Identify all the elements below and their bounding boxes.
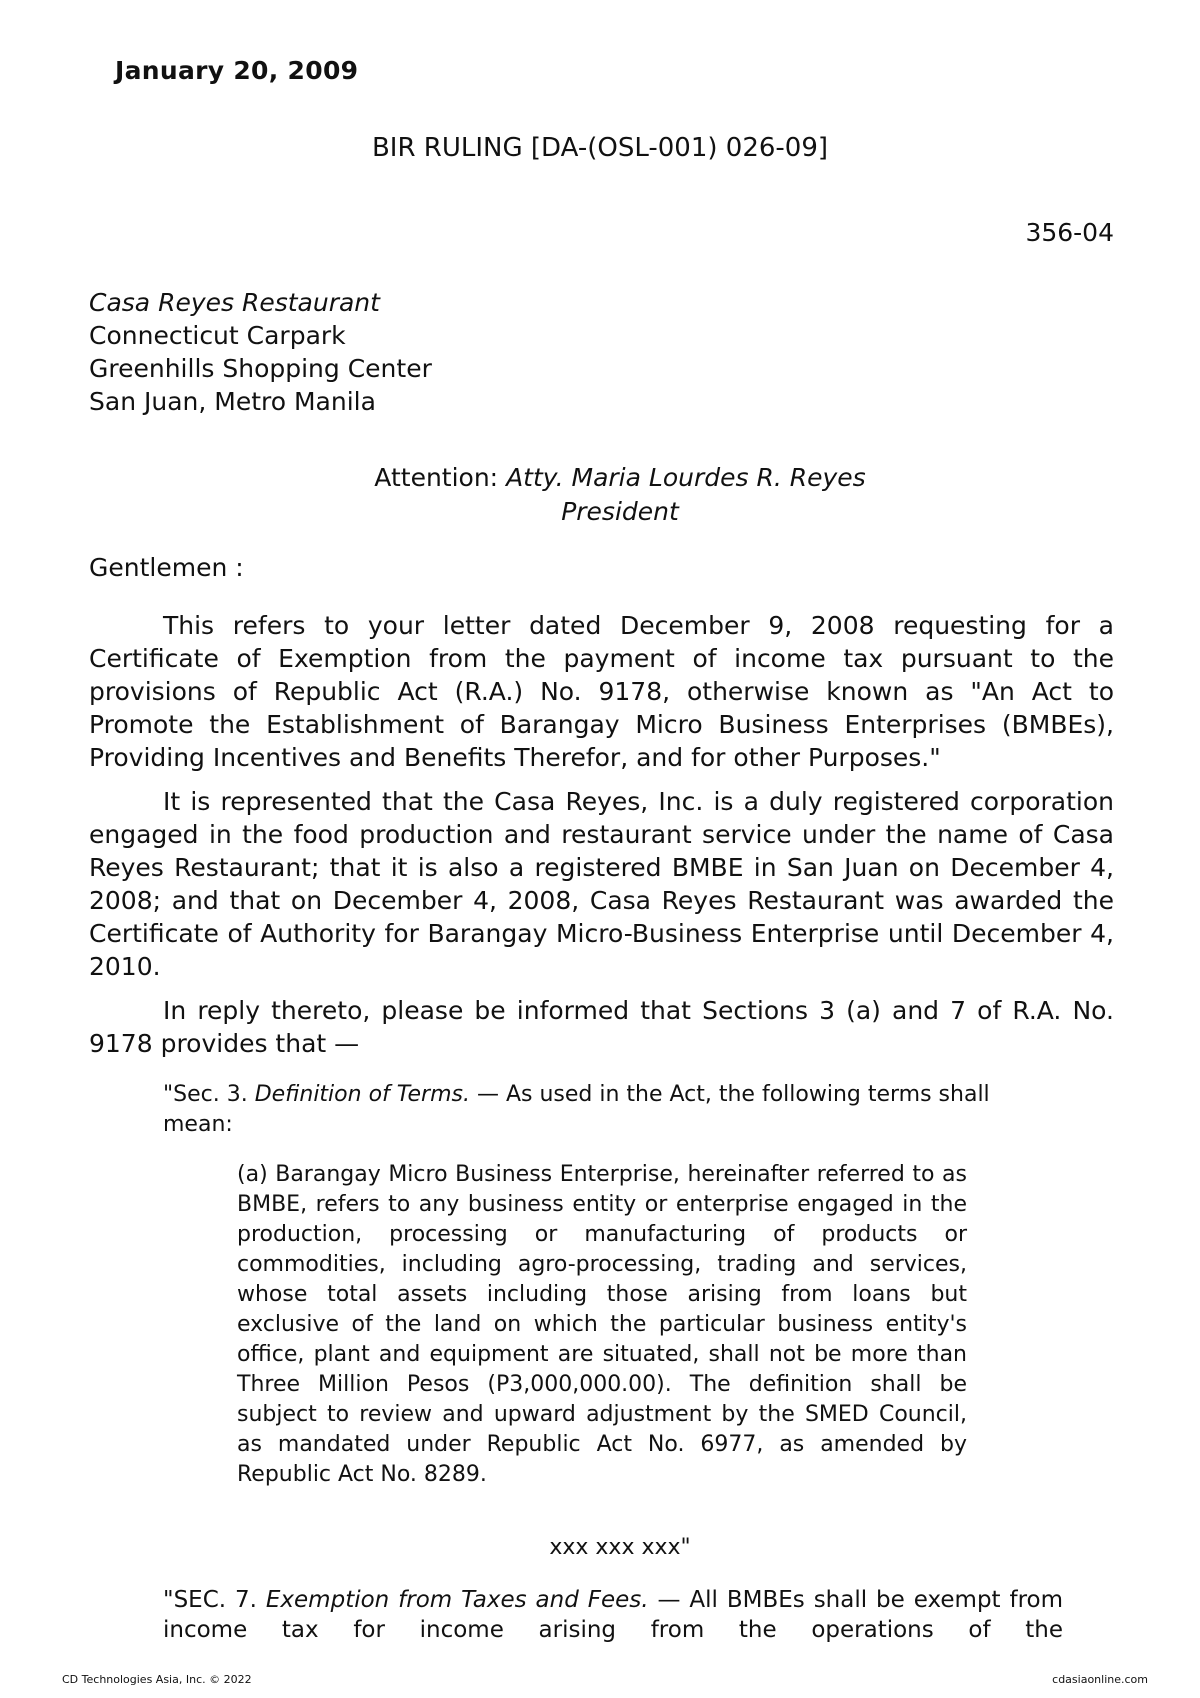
quote-sec3-heading: Definition of Terms. — [254, 1082, 470, 1107]
addressee-block — [89, 286, 432, 418]
quote-sec7-heading: Exemption from Taxes and Fees. — [265, 1587, 649, 1613]
quote-sec7-prefix: "SEC. 7. — [163, 1587, 266, 1613]
attention-title: President — [561, 497, 679, 526]
body-paragraph-2: It is represented that the Casa Reyes, Inc. is a duly registered corporation engaged in the food production and restaurant service under the name of Casa Reyes Restaurant; that it is also a registered BMBE in San Juan on December 4, 2008; and that on December 4, 2008, Casa Reyes Restaurant was awarded the Certificate of Authority for Barangay Micro-Business Enterprise until December 4, 2010. — [89, 787, 1114, 981]
quote-sec7-text: — All BMBEs shall be exempt from income tax for income arising from the operations of the — [163, 1587, 1064, 1643]
body-paragraph-1: This refers to your letter dated December 9, 2008 requesting for a Certificate of Exemption from the payment of income tax pursuant to the provisions of Republic Act (R.A.) No. 9178, otherwise known as "An Act to Promote the Establishment of Barangay Micro Business Enterprises (BMBEs), Providing Incentives and Benefits Therefor, and for other Purposes." — [89, 611, 1114, 772]
attention-person: Atty. Maria Lourdes R. Reyes — [506, 463, 866, 492]
address-line-1: Connecticut Carpark — [89, 321, 346, 350]
salutation: Gentlemen : — [89, 553, 244, 582]
quote-ellipsis: xxx xxx xxx" — [549, 1535, 691, 1560]
quote-section-3a: (a) Barangay Micro Business Enterprise, hereinafter referred to as BMBE, refers to any business entity or enterprise engaged in the production, processing or manufacturing of products or commodities, including agro-processing, trading and services, whose total assets including those arising from loans but exclusive of the land on which the particular business entity's office, plant and equipment are situated, shall not be more than Three Million Pesos (P3,000,000.00). The definition shall be subject to review and upward adjustment by the SMED Council, as mandated under Republic Act No. 6977, as amended by Republic Act No. 8289. — [237, 1162, 967, 1487]
quote-sec3-text: — As used in the Act, the following terms shall mean: — [163, 1082, 990, 1137]
body-paragraph-3: In reply thereto, please be informed that Sections 3 (a) and 7 of R.A. No. 9178 provides that — — [89, 996, 1114, 1058]
quote-sec3-prefix: "Sec. 3. — [163, 1082, 255, 1107]
ruling-date: January 20, 2009 — [115, 56, 359, 85]
quote-section-7 — [163, 1585, 1063, 1645]
address-line-3: San Juan, Metro Manila — [89, 387, 376, 416]
attention-line — [0, 461, 1200, 495]
attention-block — [0, 461, 1200, 529]
footer-site-link[interactable]: cdasiaonline.com — [1052, 1673, 1148, 1686]
ruling-title: BIR RULING [DA-(OSL-001) 026-09] — [371, 133, 829, 163]
address-line-2: Greenhills Shopping Center — [89, 354, 432, 383]
reference-number: 356-04 — [1025, 218, 1114, 247]
addressee-name: Casa Reyes Restaurant — [89, 288, 380, 317]
footer-copyright: CD Technologies Asia, Inc. © 2022 — [62, 1673, 252, 1686]
attention-label: Attention: — [374, 463, 507, 492]
quote-section-3 — [163, 1080, 1063, 1140]
